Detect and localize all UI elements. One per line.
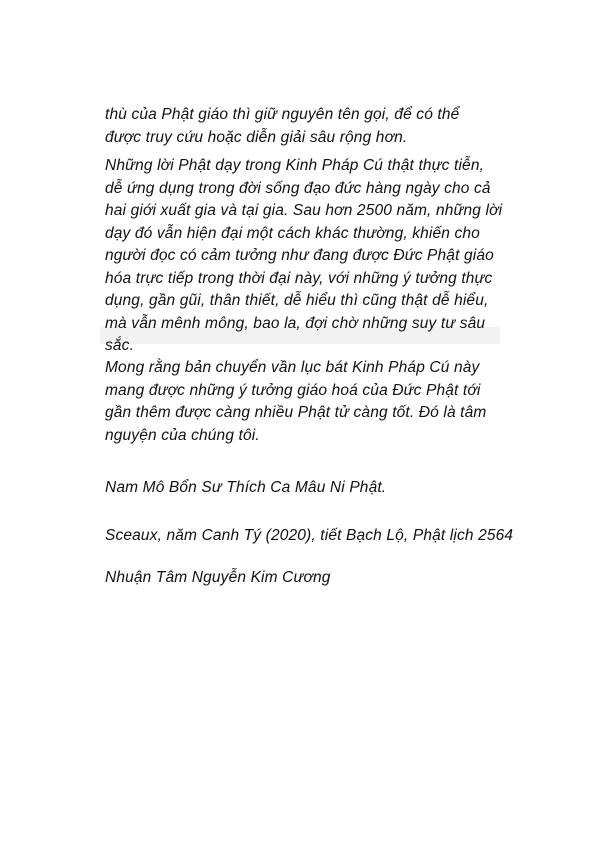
text-line: sắc. xyxy=(105,337,135,354)
homage-line: Nam Mô Bổn Sư Thích Ca Mâu Ni Phật. xyxy=(105,479,387,496)
text-line: mang được những ý tưởng giáo hoá của Đức Phật tới xyxy=(105,381,481,399)
text-line: gần thêm được càng nhiều Phật tử càng tốt. Đó là tâm xyxy=(105,404,487,421)
text-line: dụng, gần gũi, thân thiết, dễ hiểu thì cũng thật dễ hiểu, xyxy=(105,292,489,309)
paragraph-teachings xyxy=(105,155,502,358)
signature-line: Nhuận Tâm Nguyễn Kim Cương xyxy=(105,569,331,586)
text-line: được truy cứu hoặc diễn giải sâu rộng hơn. xyxy=(105,128,408,146)
text-line: nguyện của chúng tôi. xyxy=(105,426,260,444)
place-date-line: Sceaux, năm Canh Tý (2020), tiết Bạch Lộ, Phật lịch 2564 xyxy=(105,527,514,544)
text-line: dạy đó vẫn hiện đại một cách khác thường, khiến cho xyxy=(105,224,480,242)
text-line: Những lời Phật dạy trong Kinh Pháp Cú thật thực tiễn, xyxy=(105,157,485,174)
text-line: mà vẫn mênh mông, bao la, đợi chờ những suy tư sâu xyxy=(105,314,486,332)
text-line: dễ ứng dụng trong đời sống đạo đức hàng ngày cho cả xyxy=(105,179,491,197)
paragraph-wish xyxy=(105,357,486,447)
paragraph-intro-continuation xyxy=(105,104,459,149)
text-line: thù của Phật giáo thì giữ nguyên tên gọi, để có thể xyxy=(105,106,460,123)
text-line: hai giới xuất gia và tại gia. Sau hơn 2500 năm, những lời xyxy=(105,202,503,219)
text-line: người đọc có cảm tưởng như đang được Đức Phật giáo xyxy=(105,247,494,264)
text-line: Mong rằng bản chuyển vần lục bát Kinh Pháp Cú này xyxy=(105,359,480,376)
text-line: hóa trực tiếp trong thời đại này, với những ý tưởng thực xyxy=(105,269,493,287)
